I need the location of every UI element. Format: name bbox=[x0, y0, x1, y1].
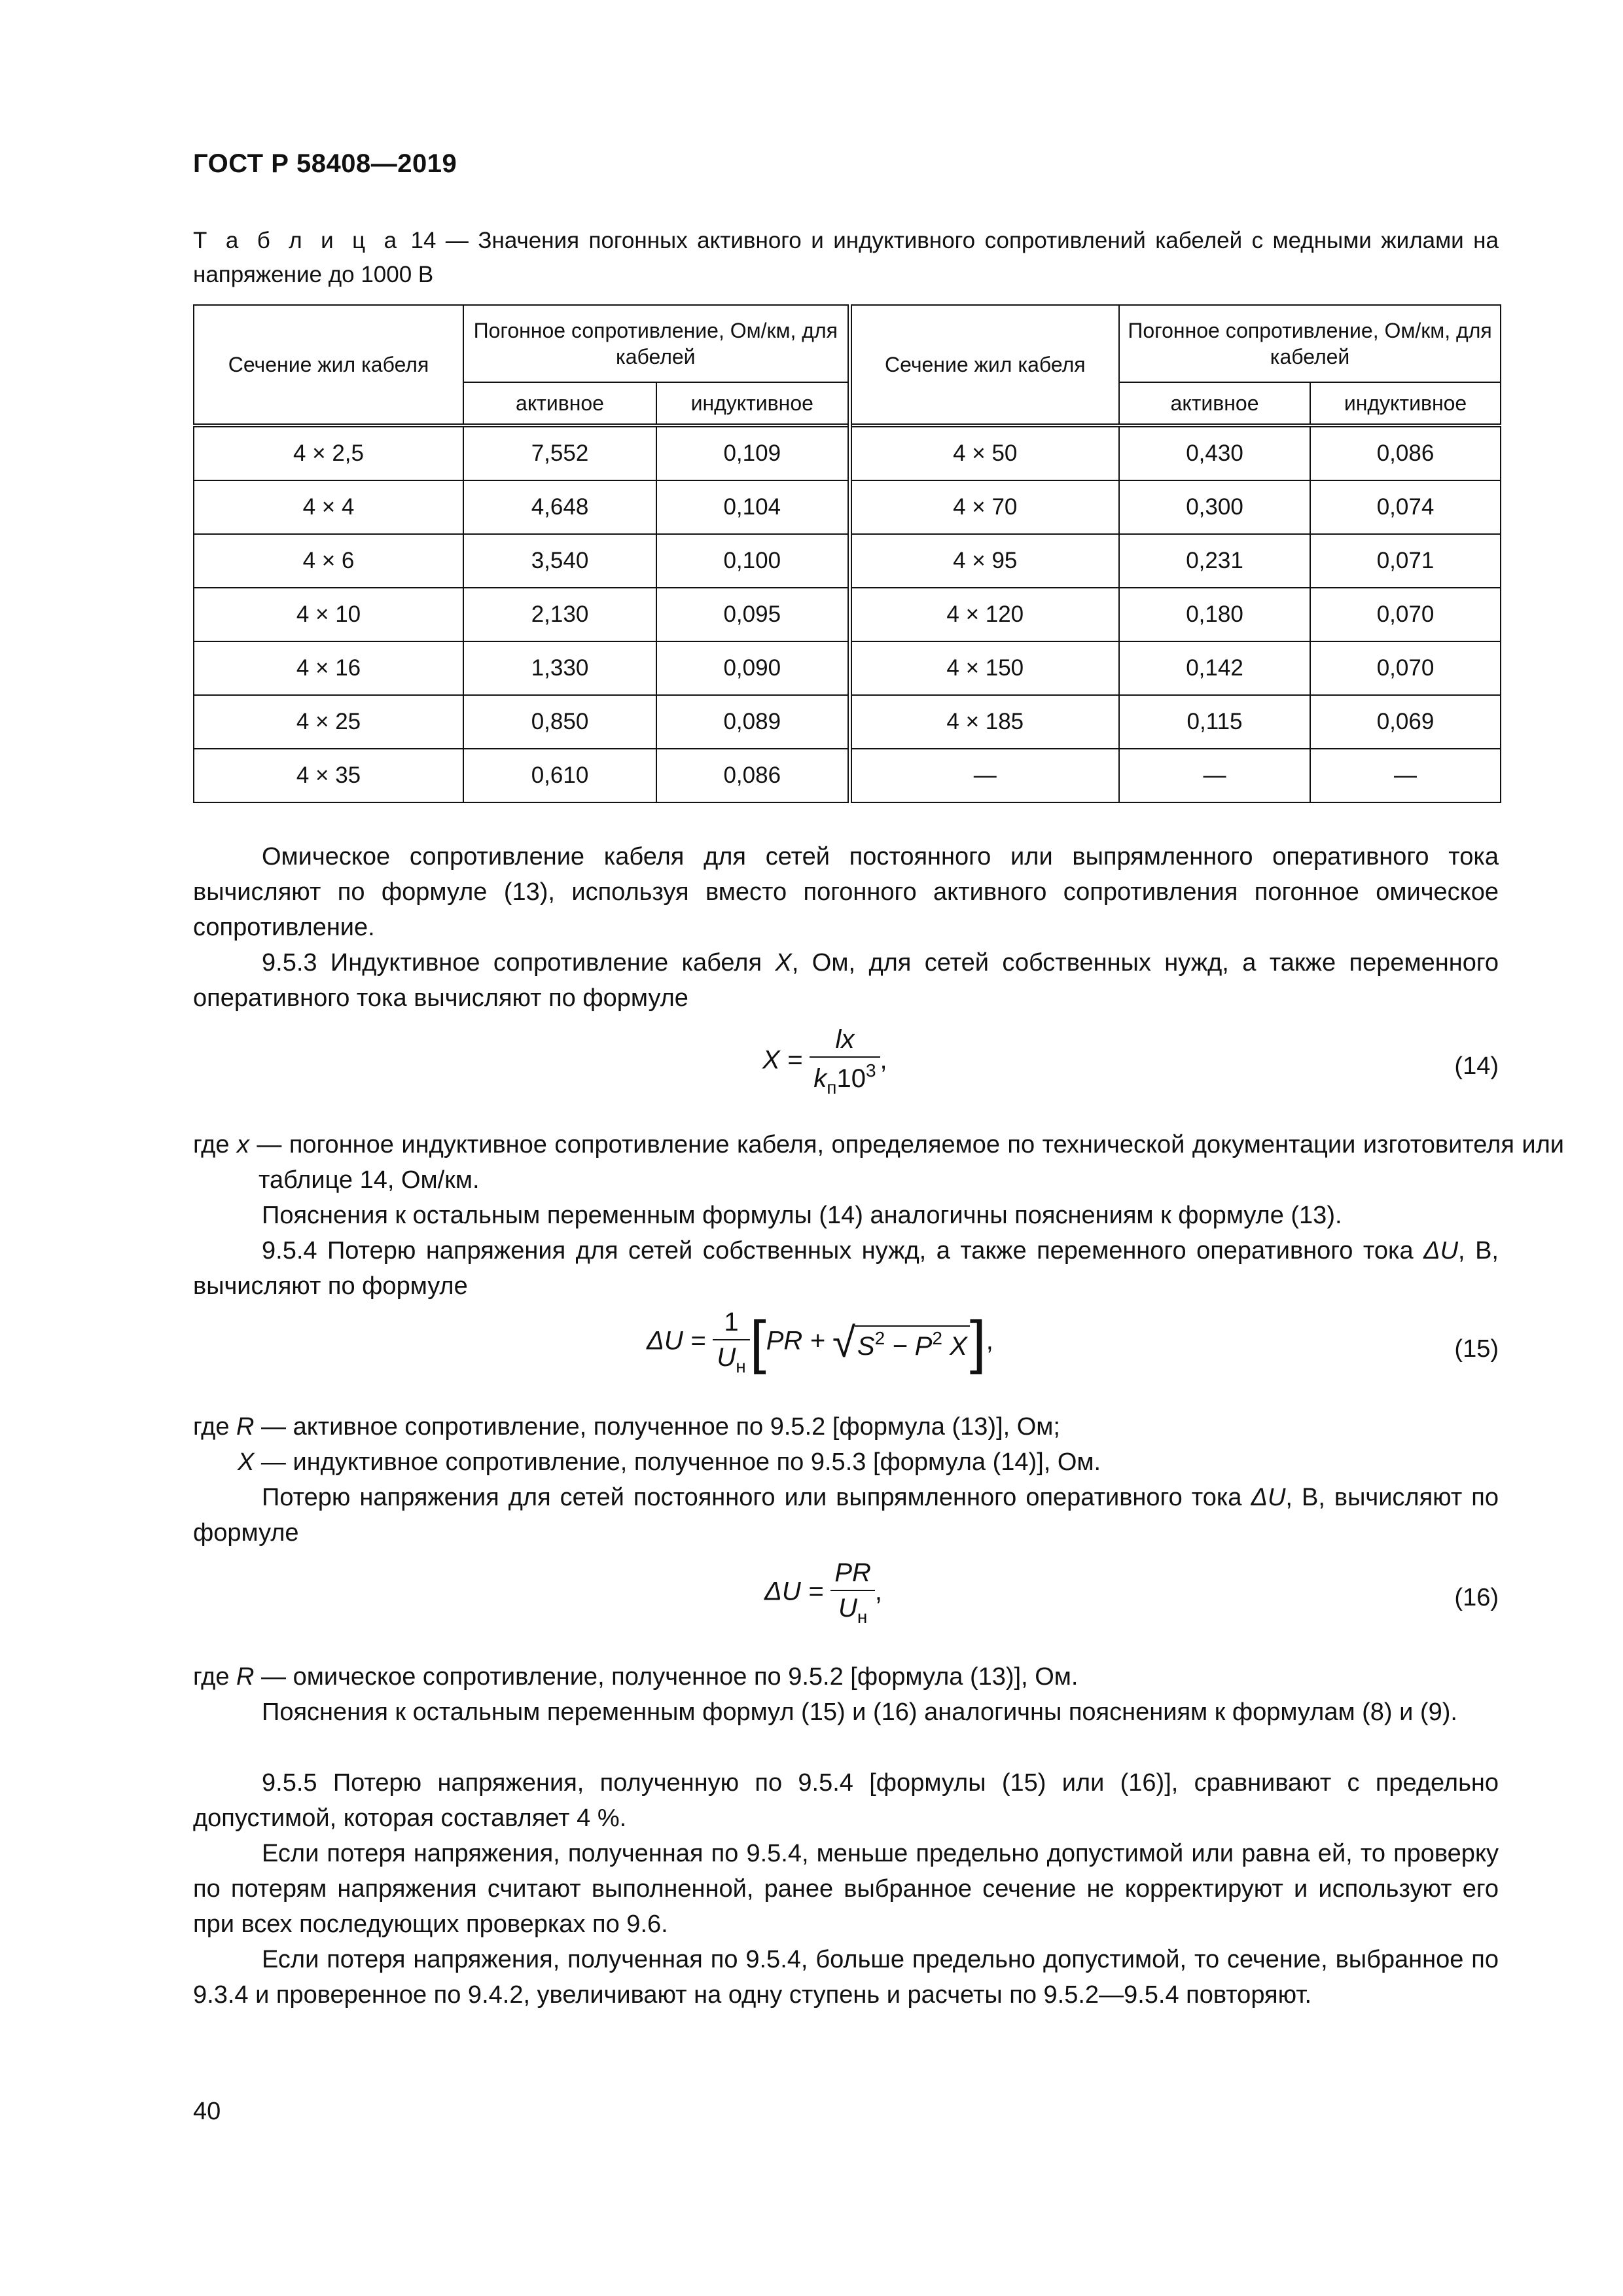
header-section-left: Сечение жил кабеля bbox=[194, 305, 463, 425]
paragraph-explanations-15-16: Пояснения к остальным переменным формул (15) и (16) аналогичны пояснениям к формулам (8) и (9). bbox=[262, 1698, 1457, 1726]
formula-fraction bbox=[713, 1309, 749, 1376]
den-u: U bbox=[717, 1343, 736, 1372]
table-cell: 4 × 185 bbox=[849, 695, 1119, 749]
table-cell: 0,180 bbox=[1119, 588, 1310, 641]
paragraph-loss-ok: Если потеря напряжения, полученная по 9.5.4, меньше предельно допустимой или равна ей, то проверку по потерям напряжения считают выполненной, ранее выбранное сечение не корректируют и используют его при всех последующих проверках по 9.6. bbox=[193, 1840, 1499, 1938]
variable-x: X bbox=[775, 949, 792, 977]
table-row bbox=[194, 749, 1501, 802]
paragraph-9-5-5: 9.5.5 Потерю напряжения, полученную по 9.5.4 [формулы (15) или (16)], сравнивают с предельно допустимой, которая составляет 4 %. bbox=[193, 1769, 1499, 1832]
table-row bbox=[194, 480, 1501, 534]
formula-fraction bbox=[830, 1560, 875, 1626]
header-inductive-left: индуктивное bbox=[656, 382, 849, 425]
formula-comma: , bbox=[880, 1045, 887, 1075]
fraction-denominator bbox=[830, 1591, 875, 1626]
table-cell: 4 × 95 bbox=[849, 534, 1119, 588]
table-cell: 4 × 150 bbox=[849, 641, 1119, 695]
formula-lhs: X = bbox=[762, 1045, 803, 1075]
paragraph-where-x2 bbox=[193, 1444, 1499, 1480]
radical-sign: √ bbox=[832, 1319, 855, 1366]
minus-p: − P bbox=[885, 1332, 933, 1361]
table-row bbox=[194, 534, 1501, 588]
table-cell: 0,100 bbox=[656, 534, 849, 588]
paragraph-9-5-3 bbox=[193, 945, 1499, 1016]
table-cell: 0,115 bbox=[1119, 695, 1310, 749]
resistance-table bbox=[193, 304, 1501, 803]
table-cell: 4 × 6 bbox=[194, 534, 463, 588]
paragraph-explanations-14: Пояснения к остальным переменным формулы (14) аналогичны пояснениям к формуле (13). bbox=[262, 1202, 1342, 1229]
table-row bbox=[194, 641, 1501, 695]
formula-15 bbox=[647, 1309, 993, 1376]
radicand bbox=[855, 1325, 970, 1359]
formula-comma: , bbox=[986, 1326, 993, 1355]
paragraph-text: где bbox=[193, 1413, 237, 1441]
formula-14 bbox=[762, 1026, 887, 1097]
den-exponent: 3 bbox=[865, 1060, 876, 1081]
formula-pr: PR + bbox=[766, 1326, 825, 1355]
table-cell: 4,648 bbox=[463, 480, 656, 534]
paragraph-where-r-ohmic bbox=[193, 1659, 1499, 1695]
table-cell: 0,070 bbox=[1310, 588, 1501, 641]
table-cell: 0,086 bbox=[1310, 425, 1501, 480]
den-subscript: н bbox=[736, 1356, 746, 1376]
variable-x: X bbox=[238, 1448, 255, 1476]
table-cell: 0,142 bbox=[1119, 641, 1310, 695]
header-inductive-right: индуктивное bbox=[1310, 382, 1501, 425]
den-u: U bbox=[838, 1594, 857, 1623]
table-cell: 0,610 bbox=[463, 749, 656, 802]
paragraph-ohmic: Омическое сопротивление кабеля для сетей постоянного или выпрямленного оперативного тока вычисляют по формуле (13), используя вместо погонного активного сопротивления погонное омическое сопротивление. bbox=[193, 843, 1499, 941]
paragraph-text: 9.5.4 Потерю напряжения для сетей собственных нужд, а также переменного оперативного тока bbox=[262, 1237, 1424, 1265]
table-cell: 0,095 bbox=[656, 588, 849, 641]
paragraph-text: , В, вычисляют по формуле bbox=[193, 1237, 1499, 1300]
paragraph-where-x bbox=[193, 1127, 1564, 1198]
paragraph-loss-exceeded: Если потеря напряжения, полученная по 9.5.4, больше предельно допустимой, то сечение, выбранное по 9.3.4 и проверенное по 9.4.2, увеличивают на одну ступень и расчеты по 9.5.2—9.5.4 повторяют. bbox=[193, 1946, 1499, 2009]
table-cell: 0,071 bbox=[1310, 534, 1501, 588]
paragraph-text: — активное сопротивление, полученное по 9.5.2 [формула (13)], Ом; bbox=[254, 1413, 1060, 1441]
table-cell: 0,070 bbox=[1310, 641, 1501, 695]
table-caption-text: 14 — Значения погонных активного и индуктивного сопротивлений кабелей с медными жилами на напряжение до 1000 В bbox=[193, 228, 1499, 287]
right-bracket: ] bbox=[969, 1310, 986, 1375]
table-cell: 3,540 bbox=[463, 534, 656, 588]
table-cell: 4 × 16 bbox=[194, 641, 463, 695]
p-exponent: 2 bbox=[932, 1328, 942, 1348]
table-cell: 0,109 bbox=[656, 425, 849, 480]
table-row bbox=[194, 588, 1501, 641]
table-cell: 0,086 bbox=[656, 749, 849, 802]
table-cell: 0,300 bbox=[1119, 480, 1310, 534]
fraction-numerator: PR bbox=[830, 1560, 875, 1591]
table-cell: 4 × 4 bbox=[194, 480, 463, 534]
equation-number-16: (16) bbox=[1454, 1584, 1499, 1611]
table-cell: 4 × 25 bbox=[194, 695, 463, 749]
paragraph-text: , Ом, для сетей собственных нужд, а также переменного оперативного тока вычисляют по формуле bbox=[193, 949, 1499, 1012]
table-cell: 1,330 bbox=[463, 641, 656, 695]
header-active-right: активное bbox=[1119, 382, 1310, 425]
var-x: X bbox=[942, 1332, 967, 1361]
table-cell: 7,552 bbox=[463, 425, 656, 480]
paragraph-text: где bbox=[193, 1131, 237, 1158]
variable-r: R bbox=[236, 1413, 255, 1441]
document-header: ГОСТ Р 58408—2019 bbox=[193, 149, 457, 178]
paragraph-text: где bbox=[193, 1663, 237, 1691]
page-number: 40 bbox=[193, 2098, 221, 2125]
table-row bbox=[194, 425, 1501, 480]
paragraph-text: 9.5.3 Индуктивное сопротивление кабеля bbox=[262, 949, 776, 977]
table-cell: 2,130 bbox=[463, 588, 656, 641]
left-bracket: [ bbox=[749, 1310, 766, 1375]
table-cell: — bbox=[849, 749, 1119, 802]
header-active-left: активное bbox=[463, 382, 656, 425]
table-cell: 0,104 bbox=[656, 480, 849, 534]
table-cell: 4 × 120 bbox=[849, 588, 1119, 641]
table-cell: — bbox=[1119, 749, 1310, 802]
header-resistance-right: Погонное сопротивление, Ом/км, для кабелей bbox=[1119, 305, 1501, 382]
formula-lhs: ΔU = bbox=[647, 1326, 706, 1355]
paragraph-text: — индуктивное сопротивление, полученное по 9.5.3 [формула (14)], Ом. bbox=[254, 1448, 1101, 1476]
equation-number-15: (15) bbox=[1454, 1335, 1499, 1363]
variable-x: x bbox=[236, 1131, 249, 1158]
den-k: k bbox=[813, 1064, 827, 1093]
paragraph-text: , В, вычисляют по формуле bbox=[193, 1484, 1499, 1547]
paragraph-text: — погонное индуктивное сопротивление кабеля, определяемое по технической документации изготовителя или таблице 14, Ом/км. bbox=[249, 1131, 1564, 1194]
formula-16 bbox=[764, 1560, 882, 1626]
variable-delta-u: ΔU bbox=[1423, 1237, 1459, 1265]
table-cell: 0,069 bbox=[1310, 695, 1501, 749]
den-subscript: п bbox=[827, 1077, 837, 1098]
paragraph-9-5-4 bbox=[193, 1233, 1499, 1304]
table-cell: 0,089 bbox=[656, 695, 849, 749]
den-ten: 10 bbox=[836, 1064, 866, 1093]
header-section-right: Сечение жил кабеля bbox=[849, 305, 1119, 425]
s-exponent: 2 bbox=[874, 1328, 885, 1348]
equation-number-14: (14) bbox=[1454, 1052, 1499, 1080]
table-cell: 0,090 bbox=[656, 641, 849, 695]
fraction-numerator: 1 bbox=[713, 1309, 749, 1340]
den-subscript: н bbox=[857, 1607, 868, 1627]
table-cell: 4 × 35 bbox=[194, 749, 463, 802]
table-caption bbox=[193, 224, 1499, 292]
variable-delta-u: ΔU bbox=[1251, 1484, 1286, 1511]
paragraph-text: — омическое сопротивление, полученное по 9.5.2 [формула (13)], Ом. bbox=[254, 1663, 1079, 1691]
table-caption-label: Т а б л и ц а bbox=[193, 228, 402, 253]
table-cell: 0,850 bbox=[463, 695, 656, 749]
header-resistance-left: Погонное сопротивление, Ом/км, для кабелей bbox=[463, 305, 849, 382]
paragraph-text: Потерю напряжения для сетей постоянного или выпрямленного оперативного тока bbox=[262, 1484, 1251, 1511]
formula-comma: , bbox=[874, 1577, 883, 1606]
table-cell: 4 × 10 bbox=[194, 588, 463, 641]
table-cell: 0,231 bbox=[1119, 534, 1310, 588]
paragraph-where-r bbox=[193, 1409, 1499, 1444]
variable-r: R bbox=[236, 1663, 255, 1691]
paragraph-dc-loss bbox=[193, 1480, 1499, 1551]
table-cell: 4 × 50 bbox=[849, 425, 1119, 480]
table-cell: — bbox=[1310, 749, 1501, 802]
formula-lhs: ΔU = bbox=[764, 1577, 824, 1606]
fraction-denominator bbox=[810, 1058, 880, 1097]
fraction-numerator: lx bbox=[810, 1026, 880, 1058]
table-cell: 0,074 bbox=[1310, 480, 1501, 534]
table-cell: 4 × 2,5 bbox=[194, 425, 463, 480]
formula-fraction bbox=[810, 1026, 880, 1097]
table-cell: 0,430 bbox=[1119, 425, 1310, 480]
table-row bbox=[194, 695, 1501, 749]
var-s: S bbox=[857, 1332, 875, 1361]
fraction-denominator bbox=[713, 1340, 749, 1376]
square-root bbox=[832, 1319, 970, 1366]
table-cell: 4 × 70 bbox=[849, 480, 1119, 534]
